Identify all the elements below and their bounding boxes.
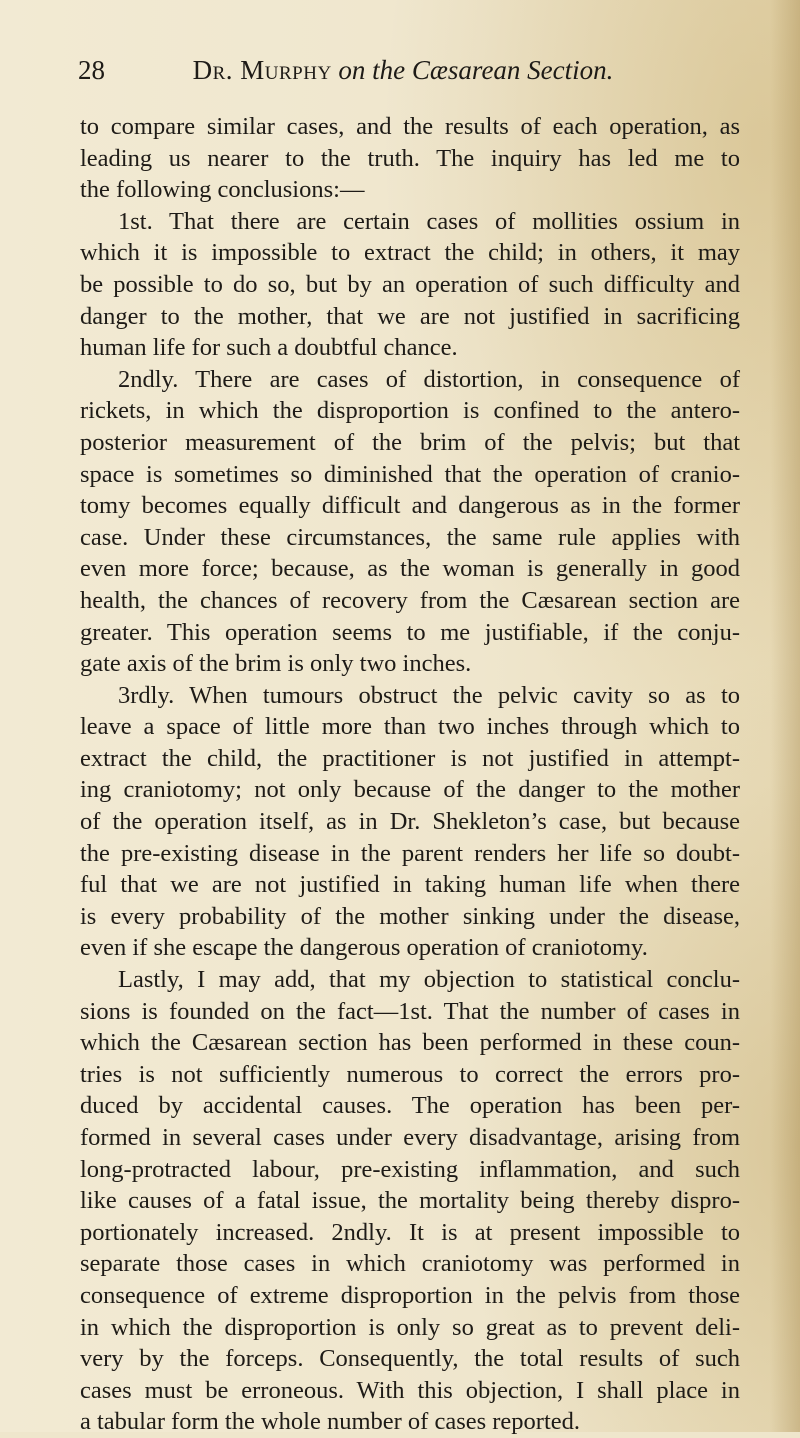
text-line: portionately increased. 2ndly. It is at present impossible to: [80, 1218, 740, 1246]
text-line: which the Cæsarean section has been performed in these coun-: [80, 1029, 740, 1057]
text-line: 1st. That there are certain cases of mollities ossium in: [118, 207, 740, 235]
text-line: the pre-existing disease in the parent renders her life so doubt-: [80, 839, 740, 867]
text-line: ful that we are not justified in taking human life when there: [80, 871, 740, 899]
text-line: which it is impossible to extract the child; in others, it may: [80, 239, 740, 267]
text-line: rickets, in which the disproportion is confined to the antero-: [80, 397, 740, 425]
text-line: even if she escape the dangerous operation of craniotomy.: [80, 934, 648, 962]
text-line: separate those cases in which craniotomy was performed in: [80, 1250, 740, 1278]
text-line: duced by accidental causes. The operation has been per-: [80, 1092, 740, 1120]
running-title-subject: the Cæsarean Section.: [372, 55, 614, 85]
text-line: gate axis of the brim is only two inches.: [80, 650, 472, 678]
text-line: is every probability of the mother sinking under the disease,: [80, 902, 740, 930]
text-line: 2ndly. There are cases of distortion, in consequence of: [118, 365, 740, 393]
text-line: case. Under these circumstances, the same rule applies with: [80, 523, 740, 551]
text-line: ing craniotomy; not only because of the danger to the mother: [80, 776, 740, 804]
text-line: of the operation itself, as in Dr. Shekleton’s case, but because: [80, 808, 740, 836]
text-line: extract the child, the practitioner is not justified in attempt-: [80, 744, 740, 772]
text-line: Lastly, I may add, that my objection to statistical conclu-: [118, 966, 740, 994]
text-line: leading us nearer to the truth. The inquiry has led me to: [80, 144, 740, 172]
text-line: posterior measurement of the brim of the pelvis; but that: [80, 428, 740, 456]
text-line: human life for such a doubtful chance.: [80, 334, 458, 362]
text-line: even more force; because, as the woman is generally in good: [80, 555, 740, 583]
running-title: [78, 52, 728, 88]
text-line: tomy becomes equally difficult and dangerous as in the former: [80, 492, 740, 520]
text-line: formed in several cases under every disadvantage, arising from: [80, 1124, 740, 1151]
text-line: the following conclusions:—: [80, 176, 365, 204]
text-line: a tabular form the whole number of cases reported.: [80, 1408, 581, 1436]
text-line: 3rdly. When tumours obstruct the pelvic cavity so as to: [118, 681, 740, 709]
text-line: very by the forceps. Consequently, the total results of such: [80, 1345, 740, 1373]
text-line: long-protracted labour, pre-existing inflammation, and such: [80, 1155, 740, 1183]
text-line: consequence of extreme disproportion in the pelvis from those: [80, 1281, 740, 1309]
page-edge-shadow: [770, 0, 800, 1432]
text-line: greater. This operation seems to me justifiable, if the conju-: [80, 618, 740, 646]
running-title-author: Dr. Murphy: [192, 55, 332, 85]
text-line: in which the disproportion is only so great as to prevent deli-: [80, 1313, 740, 1341]
body-text: [80, 111, 740, 1438]
text-line: leave a space of little more than two inches through which to: [80, 713, 740, 741]
page-number: 28: [78, 55, 105, 85]
text-line: sions is founded on the fact—1st. That the number of cases in: [80, 997, 740, 1025]
text-line: to compare similar cases, and the results of each operation, as: [80, 113, 740, 140]
text-line: cases must be erroneous. With this objection, I shall place in: [80, 1376, 740, 1404]
text-line: danger to the mother, that we are not justified in sacrificing: [80, 302, 740, 330]
text-line: be possible to do so, but by an operation of such difficulty and: [80, 270, 740, 298]
running-head: [78, 52, 728, 88]
text-line: health, the chances of recovery from the Cæsarean section are: [80, 586, 740, 614]
text-line: like causes of a fatal issue, the mortality being thereby dispro-: [80, 1187, 740, 1215]
text-line: space is sometimes so diminished that the operation of cranio-: [80, 460, 740, 488]
text-line: tries is not sufficiently numerous to correct the errors pro-: [80, 1060, 740, 1088]
running-title-connector: on: [338, 55, 366, 85]
